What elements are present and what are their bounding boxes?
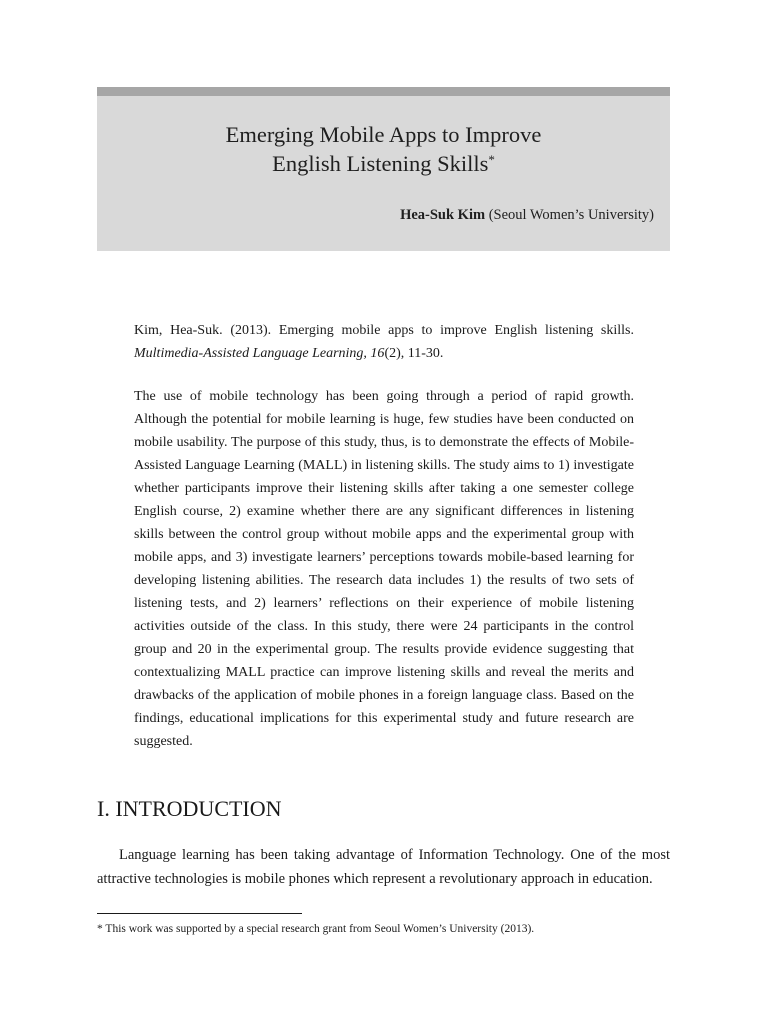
paper-title-line2: English Listening Skills bbox=[272, 151, 489, 176]
citation-journal: Multimedia-Assisted Language Learning, 16 bbox=[134, 346, 385, 361]
abstract: The use of mobile technology has been going through a period of rapid growth. Although the potential for mobile learning is huge, few studies have been conducted on mobile usability. The purpose of this study, thus, is to demonstrate the effects of Mobile-Assisted Language Learning (MALL) in listening skills. The study aims to 1) investigate whether participants improve their listening skills after taking a one semester college English course, 2) examine whether there are any significant differences in listening skills between the control group without mobile apps and the experimental group with mobile apps, and 3) investigate learners’ perceptions towards mobile-based learning for developing listening abilities. The research data includes 1) the results of two sets of listening tests, and 2) learners’ reflections on their experience of mobile listening activities outside of the class. In this study, there were 24 participants in the control group and 20 in the experimental group. The results provide evidence suggesting that contextualizing MALL practice can improve listening skills and reveal the merits and drawbacks of the application of mobile phones in a foreign language class. Based on the findings, educational implications for this experimental study and future research are suggested. bbox=[134, 389, 634, 749]
title-box-top-bar bbox=[97, 87, 670, 96]
citation-issue-pages: (2), 11-30. bbox=[384, 346, 444, 361]
citation bbox=[134, 319, 634, 365]
citation-line: Kim, Hea-Suk. (2013). Emerging mobile apps to improve English listening skills. bbox=[134, 323, 634, 338]
paper-title bbox=[97, 120, 670, 178]
author-name: Hea-Suk Kim bbox=[400, 207, 486, 223]
author-line bbox=[400, 207, 654, 224]
footnote-divider bbox=[97, 913, 302, 914]
section-heading: I. INTRODUCTION bbox=[97, 796, 282, 821]
author-affiliation: (Seoul Women’s University) bbox=[488, 207, 654, 223]
title-box bbox=[97, 87, 670, 251]
title-footnote-mark: * bbox=[488, 152, 495, 167]
intro-paragraph: Language learning has been taking advantage of Information Technology. One of the most attractive technologies is mobile phones which represent a revolutionary approach in education. bbox=[97, 847, 670, 887]
paper-title-line1: Emerging Mobile Apps to Improve bbox=[225, 122, 542, 147]
footnote: * This work was supported by a special research grant from Seoul Women’s University (2013). bbox=[97, 923, 535, 935]
